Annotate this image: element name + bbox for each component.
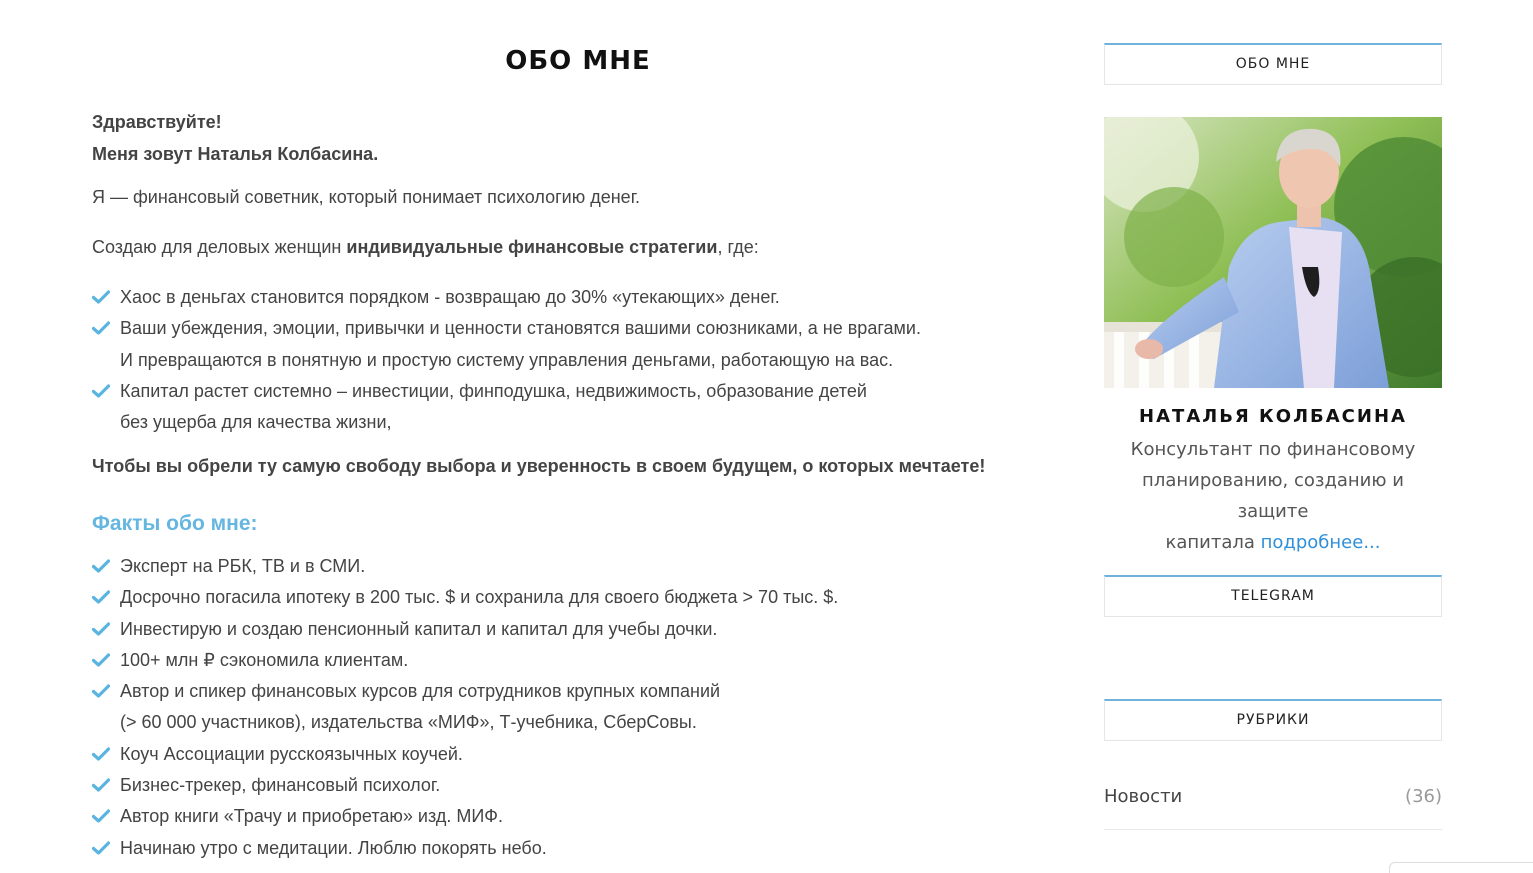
more-link[interactable]: подробнее... bbox=[1260, 532, 1381, 553]
list-item bbox=[92, 614, 838, 645]
author-desc-text: капитала bbox=[1165, 532, 1261, 553]
checkmark-icon bbox=[92, 622, 110, 636]
checkmark-icon bbox=[92, 809, 110, 823]
list-item-text: Автор книги «Трачу и приобретаю» изд. МИФ. bbox=[120, 806, 503, 827]
list-item-text: Эксперт на РБК, ТВ и в СМИ. bbox=[120, 556, 366, 576]
list-item bbox=[92, 801, 838, 832]
list-item-text: Бизнес-трекер, финансовый психолог. bbox=[120, 775, 441, 796]
list-item bbox=[92, 645, 838, 676]
author-name: НАТАЛЬЯ КОЛБАСИНА bbox=[1139, 406, 1407, 427]
strategy-bold: индивидуальные финансовые стратегии bbox=[346, 237, 718, 257]
checkmark-icon bbox=[92, 841, 110, 855]
page-title: ОБО МНЕ bbox=[505, 46, 651, 76]
widget-title-telegram: TELEGRAM bbox=[1104, 575, 1442, 617]
list-item-text: Хаос в деньгах становится порядком - возвращаю до 30% «утекающих» денег. bbox=[120, 287, 780, 307]
list-item-text: Коуч Ассоциации русскоязычных коучей. bbox=[120, 743, 463, 764]
intro-text: Я — финансовый советник, который понимает психологию денег. bbox=[92, 187, 641, 207]
list-item-text: Капитал растет системно – инвестиции, финподушка, недвижимость, образование детей bbox=[120, 380, 867, 401]
list-item bbox=[92, 313, 921, 376]
list-item bbox=[92, 376, 921, 439]
checkmark-icon bbox=[92, 290, 110, 304]
list-item bbox=[92, 770, 838, 801]
list-item bbox=[92, 676, 838, 739]
list-item-text: Инвестирую и создаю пенсионный капитал и капитал для учебы дочки. bbox=[120, 618, 718, 639]
list-item-text: Начинаю утро с медитации. Люблю покорять небо. bbox=[120, 837, 547, 858]
author-desc-line: Консультант по финансовому bbox=[1130, 439, 1416, 460]
author-description bbox=[1104, 434, 1442, 558]
author-photo[interactable] bbox=[1104, 117, 1442, 388]
list-item-text: Автор и спикер финансовых курсов для сотрудников крупных компаний bbox=[120, 681, 721, 702]
conclusion-text: Чтобы вы обрели ту самую свободу выбора и уверенность в своем будущем, о которых мечтаете! bbox=[92, 456, 986, 476]
checkmark-icon bbox=[92, 559, 110, 573]
checkmark-icon bbox=[92, 384, 110, 398]
list-item bbox=[92, 551, 838, 582]
list-item bbox=[92, 282, 921, 313]
checkmark-icon bbox=[92, 653, 110, 667]
corner-widget[interactable] bbox=[1389, 862, 1533, 873]
greeting-name: Меня зовут Наталья Колбасина. bbox=[92, 144, 379, 164]
list-item-text-continued: И превращаются в понятную и простую систему управления деньгами, работающую на вас. bbox=[120, 349, 894, 370]
list-item bbox=[92, 582, 838, 613]
author-photo-image bbox=[1104, 117, 1442, 388]
author-desc-line-with-link bbox=[1104, 527, 1442, 558]
greeting-hello: Здравствуйте! bbox=[92, 112, 222, 132]
list-item-text: 100+ млн ₽ сэкономила клиентам. bbox=[120, 649, 409, 670]
checkmark-icon bbox=[92, 321, 110, 335]
category-count: (36) bbox=[1405, 786, 1442, 807]
checkmark-icon bbox=[92, 747, 110, 761]
checkmark-icon bbox=[92, 684, 110, 698]
checkmark-icon bbox=[92, 778, 110, 792]
strategy-text bbox=[92, 237, 759, 258]
strategy-pre: Создаю для деловых женщин bbox=[92, 237, 347, 257]
category-item[interactable] bbox=[1104, 786, 1442, 830]
strategy-post: , где: bbox=[717, 237, 759, 257]
facts-heading: Факты обо мне: bbox=[92, 512, 258, 535]
list-item bbox=[92, 739, 838, 770]
widget-title-categories: РУБРИКИ bbox=[1104, 699, 1442, 741]
list-item bbox=[92, 833, 838, 864]
checkmark-icon bbox=[92, 590, 110, 604]
author-desc-line: планированию, созданию и защите bbox=[1142, 470, 1404, 522]
list-item-text-continued: без ущерба для качества жизни, bbox=[120, 412, 392, 433]
category-name[interactable]: Новости bbox=[1104, 786, 1183, 807]
facts-list bbox=[92, 551, 838, 864]
list-item-text: Ваши убеждения, эмоции, привычки и ценности становятся вашими союзниками, а не врагами. bbox=[120, 318, 921, 339]
widget-title-about: ОБО МНЕ bbox=[1104, 43, 1442, 85]
list-item-text-continued: (> 60 000 участников), издательства «МИФ», Т-учебника, СберСовы. bbox=[120, 712, 697, 733]
list-item-text: Досрочно погасила ипотеку в 200 тыс. $ и сохранила для своего бюджета > 70 тыс. $. bbox=[120, 587, 839, 608]
benefits-list bbox=[92, 282, 921, 438]
